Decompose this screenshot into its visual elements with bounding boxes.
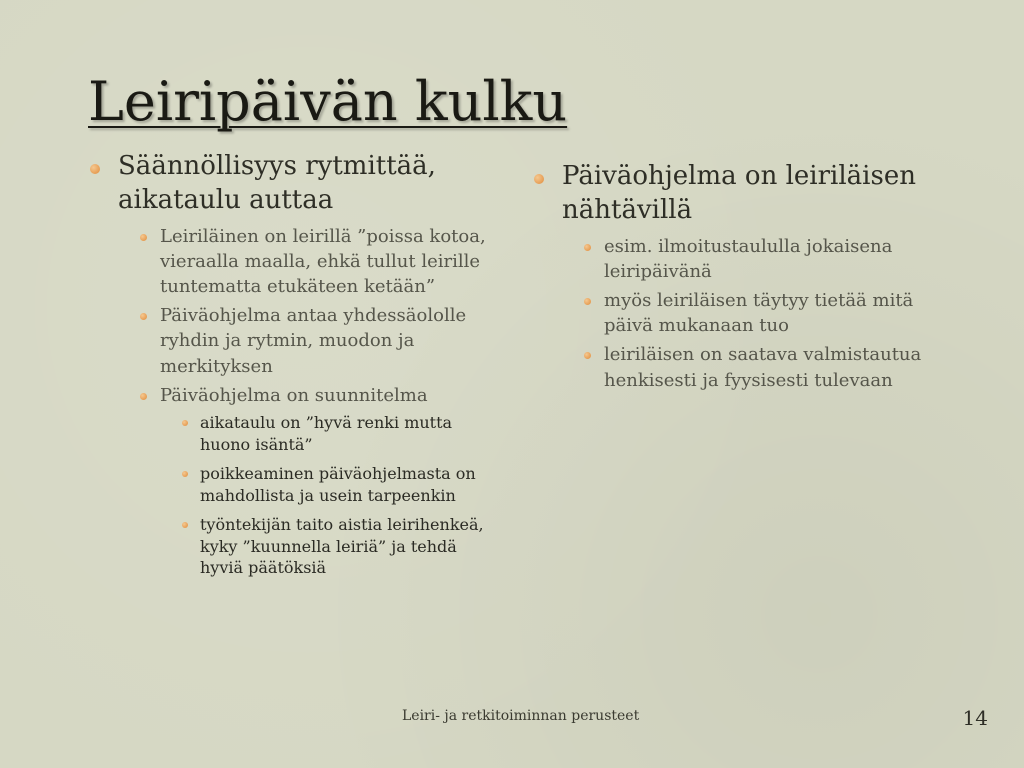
left-bullet-list (86, 150, 486, 579)
sub-bullet-item (574, 288, 930, 338)
sub-sub-bullet-text: työntekijän taito aistia leirihenkeä, kyky ”kuunnella leiriä” ja tehdä hyviä päätöksiä (200, 515, 484, 578)
sub-bullet-text: Päiväohjelma antaa yhdessäololle ryhdin ja rytmin, muodon ja merkityksen (160, 305, 467, 377)
right-bullet-list (530, 160, 930, 393)
sub-sub-bullet-text: poikkeaminen päiväohjelmasta on mahdollista ja usein tarpeenkin (200, 464, 476, 505)
bullet-text: Säännöllisyys rytmittää, aikataulu auttaa (118, 151, 436, 215)
sub-bullet-item (130, 224, 486, 300)
sub-sub-bullet-list (160, 412, 486, 579)
sub-bullet-item (130, 383, 486, 579)
sub-bullet-item (130, 303, 486, 379)
sub-bullet-text: Leiriläinen on leirillä ”poissa kotoa, vieraalla maalla, ehkä tullut leirille tuntematta etukäteen ketään” (160, 225, 486, 297)
sub-bullet-text: Päiväohjelma on suunnitelma (160, 384, 428, 406)
bullet-item (86, 150, 486, 579)
sub-bullet-list (118, 224, 486, 579)
sub-bullet-text: myös leiriläisen täytyy tietää mitä päivä mukanaan tuo (604, 289, 914, 337)
sub-bullet-list (562, 234, 930, 393)
sub-bullet-item (574, 342, 930, 392)
sub-bullet-text: leiriläisen on saatava valmistautua henkisesti ja fyysisesti tulevaan (604, 344, 922, 391)
sub-sub-bullet-item (176, 412, 486, 455)
sub-sub-bullet-item (176, 463, 486, 506)
sub-bullet-text: esim. ilmoitustaululla jokaisena leiripäivänä (604, 235, 893, 282)
sub-sub-bullet-text: aikataulu on ”hyvä renki mutta huono isäntä” (200, 412, 453, 454)
sub-sub-bullet-item (176, 514, 486, 579)
left-column (86, 150, 486, 587)
sub-bullet-item (574, 234, 930, 284)
bullet-item (530, 160, 930, 393)
bullet-text: Päiväohjelma on leiriläisen nähtävillä (562, 161, 916, 225)
slide-footer: Leiri- ja retkitoiminnan perusteet (402, 708, 640, 724)
slide-title: Leiripäivän kulku (88, 70, 568, 133)
right-column (530, 160, 930, 399)
page-number: 14 (962, 706, 988, 730)
